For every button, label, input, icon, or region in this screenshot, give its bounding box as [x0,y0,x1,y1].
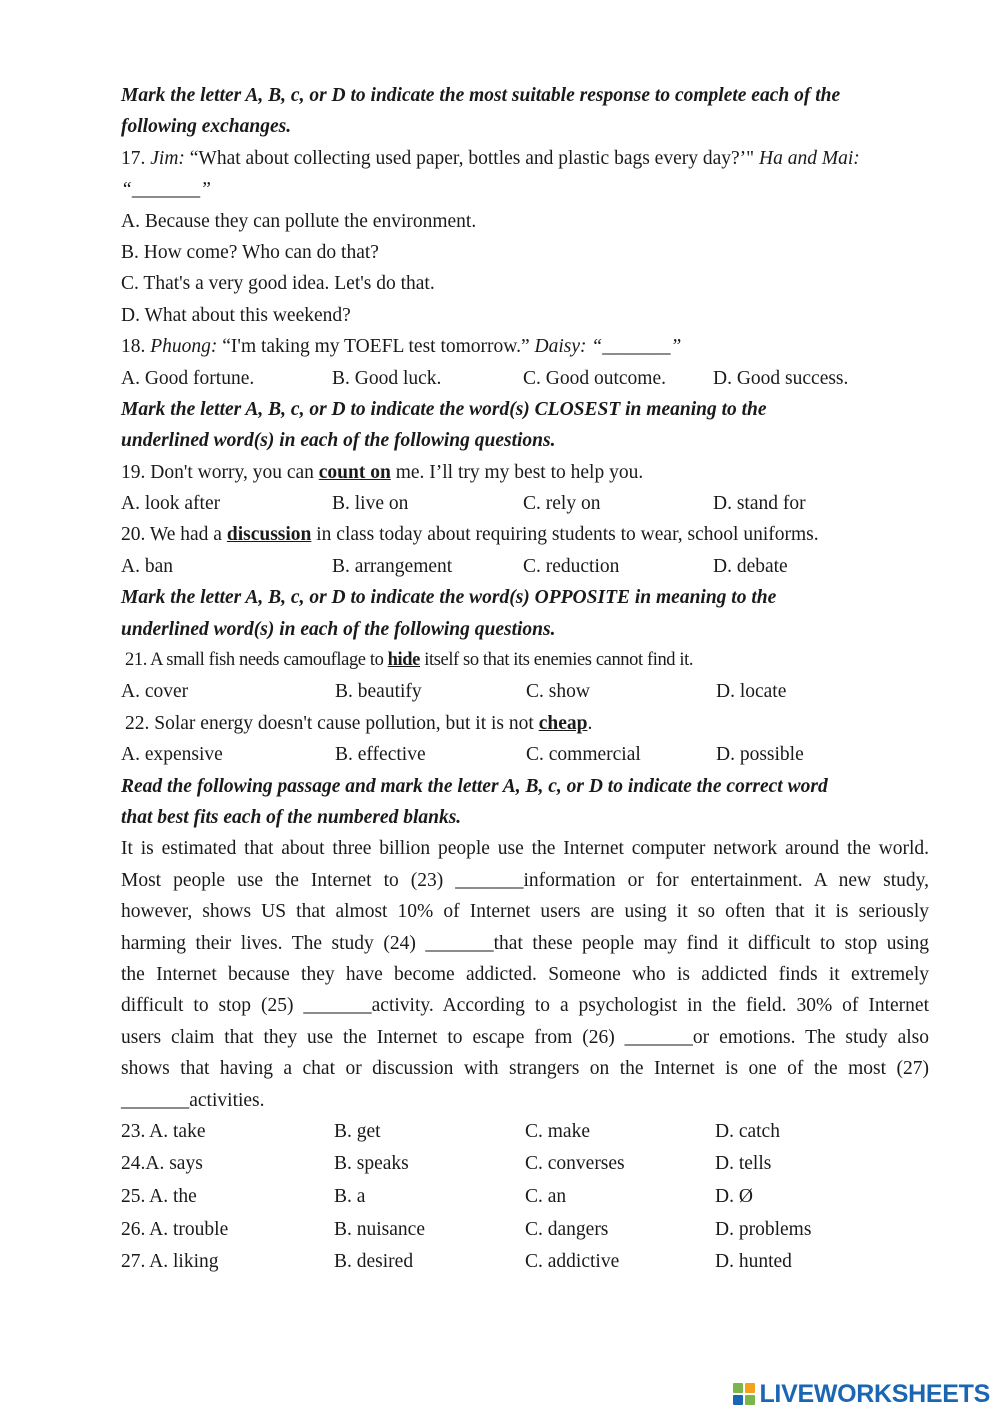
option[interactable]: D. Good success. [713,367,849,389]
option[interactable]: B. arrangement [332,555,453,577]
option[interactable]: C. commercial [526,744,641,766]
reading-passage [121,833,929,1116]
option[interactable]: D. possible [716,744,804,766]
option[interactable]: C. an [525,1186,567,1208]
worksheet-page [121,80,929,1279]
option[interactable]: D. Ø [715,1186,753,1208]
passage-line: however, shows US that almost 10% of Internet users are using it so often that it is seriously [121,901,929,923]
option[interactable]: B. Good luck. [332,367,442,389]
answer-blank[interactable]: _______ [602,336,671,358]
section-instruction: underlined word(s) in each of the following questions. [121,430,556,452]
option[interactable]: B. beautify [335,681,422,703]
options-row [121,1148,929,1181]
passage-line: users claim that they use the Internet to escape from (26) _______or emotions. The study also [121,1026,929,1048]
options-row [121,739,929,770]
option[interactable]: C. converses [525,1153,625,1175]
option[interactable]: A. cover [121,681,189,703]
passage-line: the Internet because they have become addicted. Someone who is addicted finds it extremely [121,963,929,985]
question-17: 17. Jim: “What about collecting used paper, bottles and plastic bags every day?’" Ha and Mai: [121,147,860,169]
option[interactable]: B. speaks [334,1153,409,1175]
options-row [121,363,929,394]
option[interactable]: C. make [525,1120,590,1142]
option[interactable]: A. ban [121,555,173,577]
passage-line: harming their lives. The study (24) _______that these people may find it difficult to stop using [121,932,929,954]
option[interactable]: C. rely on [523,493,601,515]
question-21: 21. A small fish needs camouflage to hide itself so that its enemies cannot find it. [125,650,694,671]
option[interactable]: C. show [526,681,590,703]
option[interactable]: 26. A. trouble [121,1218,229,1240]
option[interactable]: C. reduction [523,555,620,577]
option[interactable]: B. a [334,1186,366,1208]
underlined-word: cheap [538,712,588,734]
passage-line: Most people use the Internet to (23) _______information or for entertainment. A new study, [121,869,929,891]
question-18: 18. Phuong: “I'm taking my TOEFL test tomorrow.” Daisy: “_______” [121,336,682,358]
option[interactable]: C. dangers [525,1218,609,1240]
option[interactable]: D. debate [713,555,788,577]
options-row [121,488,929,519]
option[interactable]: 27. A. liking [121,1251,219,1273]
underlined-word: count on [318,461,391,483]
option[interactable]: A. Because they can pollute the environment. [121,210,477,232]
options-row [121,676,929,707]
passage-line: difficult to stop (25) _______activity. According to a psychologist in the field. 30% of Internet [121,995,929,1017]
option[interactable]: A. look after [121,493,221,515]
question-19: 19. Don't worry, you can count on me. I’ll try my best to help you. [121,461,644,483]
section-instruction: Mark the letter A, B, c, or D to indicate the word(s) OPPOSITE in meaning to the [121,587,777,609]
option[interactable]: A. Good fortune. [121,367,255,389]
section-instruction: underlined word(s) in each of the following questions. [121,618,556,640]
section-instruction: that best fits each of the numbered blanks. [121,806,462,828]
answer-blank[interactable]: “_______” [121,179,211,201]
option[interactable]: B. nuisance [334,1218,425,1240]
option[interactable]: B. get [334,1120,381,1142]
options-row [121,1181,929,1214]
option[interactable]: D. problems [715,1218,812,1240]
option[interactable]: B. effective [335,744,426,766]
section-instruction: following exchanges. [121,116,292,138]
option[interactable]: C. addictive [525,1251,620,1273]
option[interactable]: C. Good outcome. [523,367,666,389]
options-row [121,1214,929,1247]
liveworksheets-logo [733,1380,990,1408]
option[interactable]: 25. A. the [121,1186,197,1208]
option[interactable]: B. live on [332,493,409,515]
option[interactable]: 23. A. take [121,1120,206,1142]
passage-line: It is estimated that about three billion people use the Internet computer network around the world. [121,838,929,860]
option[interactable]: D. locate [716,681,787,703]
section-instruction: Read the following passage and mark the letter A, B, c, or D to indicate the correct word [121,775,828,797]
liveworksheets-logo-icon [733,1383,755,1405]
option[interactable]: B. desired [334,1251,414,1273]
option[interactable]: B. How come? Who can do that? [121,241,379,263]
question-22: 22. Solar energy doesn't cause pollution, but it is not cheap. [125,712,593,734]
underlined-word: hide [387,650,420,671]
option[interactable]: A. expensive [121,744,223,766]
option[interactable]: D. hunted [715,1251,792,1273]
passage-line: _______activities. [121,1089,265,1111]
option[interactable]: D. What about this weekend? [121,304,351,326]
underlined-word: discussion [226,524,312,546]
section-instruction: Mark the letter A, B, c, or D to indicate the most suitable response to complete each of the [121,85,841,106]
passage-line: shows that having a chat or discussion with strangers on the Internet is one of the most (27) [121,1058,929,1080]
option[interactable]: D. catch [715,1120,780,1142]
option[interactable]: C. That's a very good idea. Let's do that. [121,273,435,295]
options-row [121,551,929,582]
section-instruction: Mark the letter A, B, c, or D to indicate the word(s) CLOSEST in meaning to the [121,398,767,420]
option[interactable]: D. stand for [713,493,806,515]
question-20: 20. We had a discussion in class today about requiring students to wear, school uniforms. [121,524,819,546]
options-row [121,1246,929,1279]
logo-text: LIVEWORKSHEETS [759,1379,990,1408]
options-row [121,1116,929,1149]
option[interactable]: 24.A. says [121,1153,203,1175]
option[interactable]: D. tells [715,1153,772,1175]
